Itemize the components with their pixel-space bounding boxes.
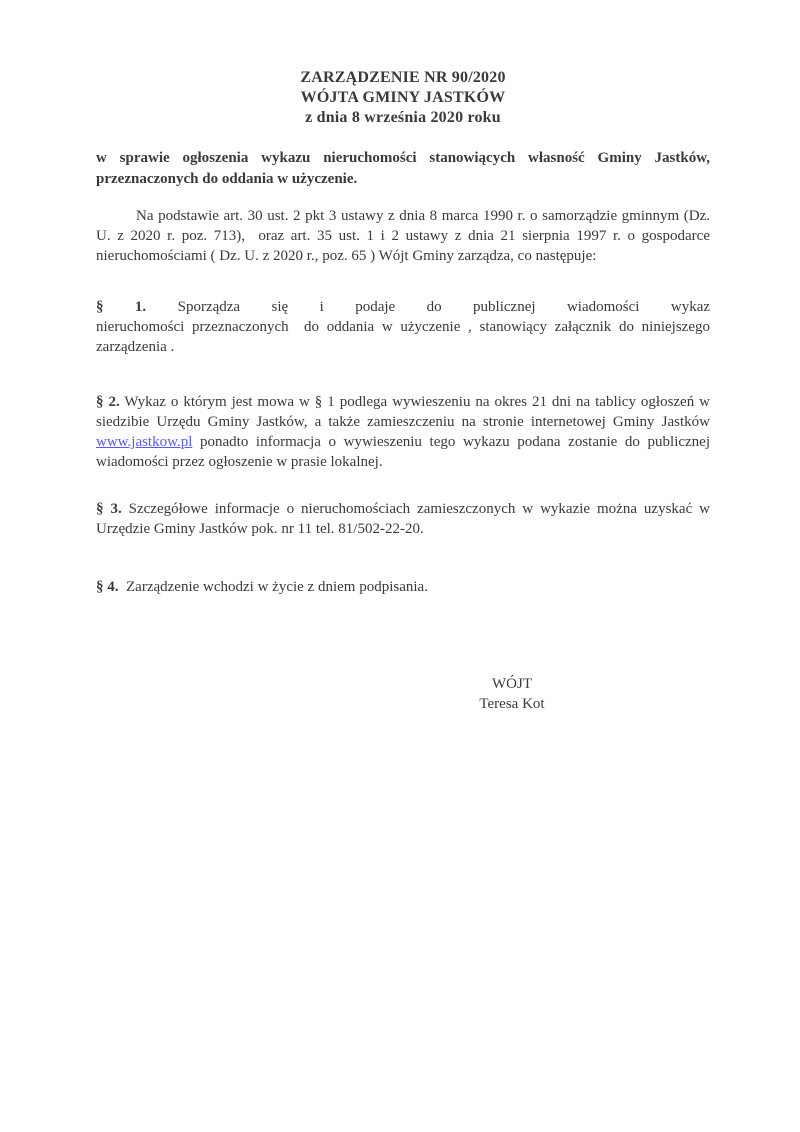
- section-2-paragraph: [96, 392, 710, 472]
- section-1-number: § 1.: [96, 299, 147, 315]
- signature-name: Teresa Kot: [479, 696, 545, 712]
- section-4-text: Zarządzenie wchodzi w życie z dniem podpisania.: [122, 579, 428, 595]
- section-1-text: Sporządza się i podaje do publicznej wiadomości wykaz nieruchomości przeznaczonych do oddania w użyczenie , stanowiący załącznik do niniejszego zarządzenia .: [96, 299, 711, 355]
- title-line-date: z dnia 8 września 2020 roku: [305, 109, 501, 126]
- section-2-text-after-link: ponadto informacja o wywieszeniu tego wykazu podana zostanie do publicznej wiadomości przez ogłoszenie w prasie lokalnej.: [96, 434, 710, 470]
- section-2-text-before-link: Wykaz o którym jest mowa w § 1 podlega wywieszeniu na okres 21 dni na tablicy ogłoszeń w siedzibie Urzędu Gminy Jastków, a także zamieszczeniu na stronie internetowej Gminy Jastków: [96, 394, 710, 430]
- signature-role: WÓJT: [492, 676, 532, 692]
- title-line-number: ZARZĄDZENIE NR 90/2020: [300, 69, 506, 86]
- preamble-paragraph: Na podstawie art. 30 ust. 2 pkt 3 ustawy z dnia 8 marca 1990 r. o samorządzie gminnym (Dz. U. z 2020 r. poz. 713), oraz art. 35 ust. 1 i 2 ustawy z dnia 21 sierpnia 1997 r. o gospodarce nieruchomościami ( Dz. U. z 2020 r., poz. 65 ) Wójt Gminy zarządza, co następuje:: [96, 208, 710, 264]
- section-1-paragraph: [96, 297, 710, 357]
- title-line-issuer: WÓJTA GMINY JASTKÓW: [300, 89, 506, 106]
- section-2-number: § 2.: [96, 394, 120, 410]
- section-3-number: § 3.: [96, 501, 122, 517]
- subject-paragraph: w sprawie ogłoszenia wykazu nieruchomości stanowiących własność Gminy Jastków, przeznaczonych do oddania w użyczenie.: [96, 150, 710, 187]
- document-title: [96, 68, 710, 128]
- signature-block: [412, 674, 612, 714]
- section-3-paragraph: [96, 499, 710, 539]
- section-3-text: Szczegółowe informacje o nieruchomościach zamieszczonych w wykazie można uzyskać w Urzędzie Gminy Jastków pok. nr 11 tel. 81/502-22-20.: [96, 501, 710, 537]
- jastkow-website-link[interactable]: www.jastkow.pl: [96, 434, 193, 450]
- section-4-number: § 4.: [96, 579, 119, 595]
- section-4-paragraph: [96, 577, 710, 597]
